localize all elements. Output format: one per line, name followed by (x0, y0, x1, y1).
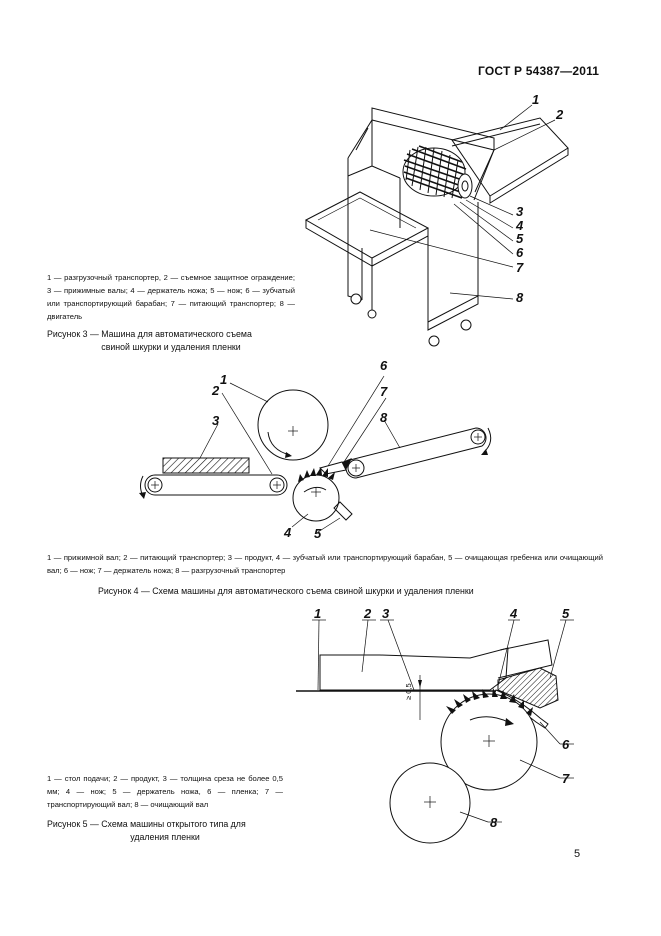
svg-text:2: 2 (364, 606, 372, 621)
figure-3-caption-line1: Рисунок 3 — Машина для автоматического съема (47, 329, 252, 339)
figure-4-caption: Рисунок 4 — Схема машины для автоматического съема свиной шкурки и удаления пленки (98, 586, 474, 596)
figure-5-dimension: ≥ 0,5 (404, 683, 413, 700)
figure-3-caption-line2: свиной шкурки и удаления пленки (101, 342, 241, 352)
svg-text:1: 1 (532, 92, 540, 107)
svg-text:2: 2 (212, 383, 220, 398)
figure-5-caption-line1: Рисунок 5 — Схема машины открытого типа для (47, 819, 246, 829)
figure-3-legend: 1 — разгрузочный транспортер, 2 — съемное защитное ограждение; 3 — прижимные валы; 4 — держатель ножа; 5 — нож; 6 — зубчатый или транспортирующий барабан; 7 — питающий транспортер; 8 — двигатель (47, 273, 295, 321)
svg-text:7: 7 (562, 771, 570, 786)
svg-text:8: 8 (490, 815, 498, 830)
svg-text:6: 6 (516, 245, 524, 260)
svg-text:3: 3 (212, 413, 220, 428)
svg-text:4: 4 (516, 218, 524, 233)
figure-5-caption (47, 818, 283, 844)
svg-text:7: 7 (380, 384, 388, 399)
svg-text:8: 8 (380, 410, 388, 425)
figure-5-caption-line2: удаления пленки (130, 832, 200, 842)
svg-text:1: 1 (220, 372, 228, 387)
svg-text:5: 5 (516, 231, 524, 246)
svg-text:3: 3 (516, 204, 524, 219)
svg-text:4: 4 (284, 525, 292, 540)
document-code: ГОСТ Р 54387—2011 (478, 64, 600, 78)
svg-text:5: 5 (314, 526, 322, 541)
figure-5-legend: 1 — стол подачи; 2 — продукт, 3 — толщина среза не более 0,5 мм; 4 — нож; 5 — держатель ножа, 6 — пленка; 7 — транспортирующий вал; 8 — очищающий вал (47, 774, 283, 809)
svg-text:2: 2 (556, 107, 564, 122)
svg-text:4: 4 (510, 606, 518, 621)
figure-4-legend: 1 — прижимной вал; 2 — питающий транспортер; 3 — продукт, 4 — зубчатый или транспортирующий барабан, 5 — очищающая гребенка или очищающий вал; 6 — нож; 7 — держатель ножа; 8 — разгрузочный транспортер (47, 553, 603, 575)
page-number: 5 (574, 848, 581, 860)
svg-text:8: 8 (516, 290, 524, 305)
svg-text:5: 5 (562, 606, 570, 621)
svg-text:6: 6 (380, 358, 388, 373)
svg-text:7: 7 (516, 260, 524, 275)
svg-text:6: 6 (562, 737, 570, 752)
svg-text:1: 1 (314, 606, 322, 621)
svg-text:3: 3 (382, 606, 390, 621)
